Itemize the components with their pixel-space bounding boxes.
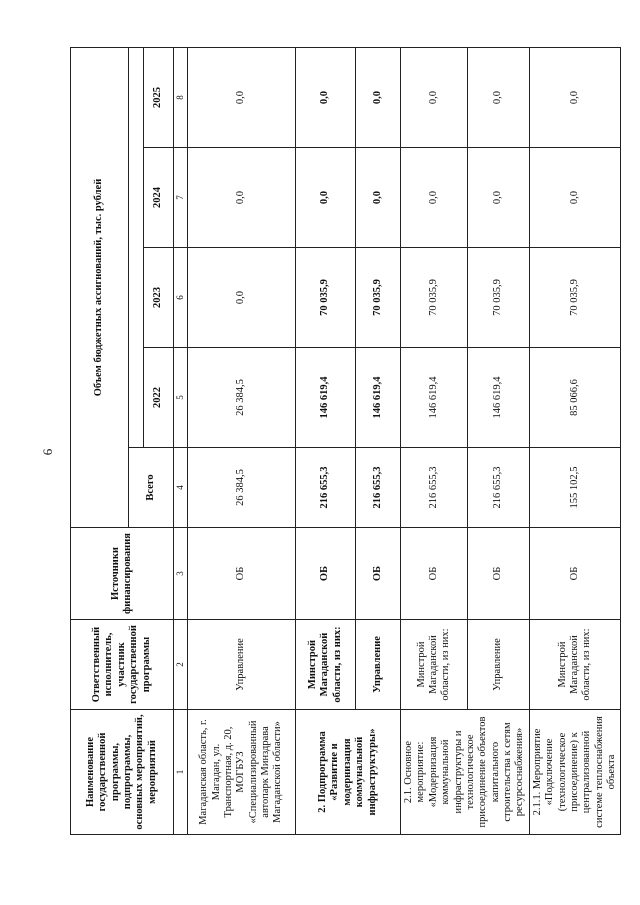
row-executor: Управление xyxy=(468,620,529,710)
index-row xyxy=(174,47,188,834)
row-executor: Минстрой Магаданской области, из них: xyxy=(296,620,356,710)
row-name: Магаданская область, г. Магадан, ул. Транспортная, д. 20, МОГБУЗ «Специализированный автопарк Минздрава Магаданской области» xyxy=(188,710,296,835)
row-y2022: 85 066,6 xyxy=(529,348,621,448)
index-cell: 5 xyxy=(174,348,188,448)
row-total: 216 655,3 xyxy=(401,448,468,528)
index-cell: 8 xyxy=(174,47,188,147)
row-y2023: 70 035,9 xyxy=(401,248,468,348)
table-row xyxy=(401,47,468,834)
row-source: ОБ xyxy=(401,528,468,620)
row-y2025: 0,0 xyxy=(401,47,468,147)
header-volume: Объем бюджетных ассигнований, тыс. рублей xyxy=(71,47,129,527)
row-source: ОБ xyxy=(188,528,296,620)
header-sources: Источники финансирования xyxy=(71,528,174,620)
row-y2023: 70 035,9 xyxy=(296,248,356,348)
index-cell: 4 xyxy=(174,448,188,528)
row-y2024: 0,0 xyxy=(401,148,468,248)
row-total: 216 655,3 xyxy=(356,448,401,528)
header-name: Наименование государственной программы, подпрограммы, основных мероприятий, мероприятий xyxy=(71,710,174,835)
page-number: 6 xyxy=(40,448,55,456)
index-cell: 7 xyxy=(174,148,188,248)
header-year: 2024 xyxy=(144,148,174,248)
row-source: ОБ xyxy=(529,528,621,620)
rotated-table-wrapper xyxy=(70,48,617,835)
header-row-1 xyxy=(71,47,129,834)
row-total: 216 655,3 xyxy=(468,448,529,528)
row-executor: Управление xyxy=(356,620,401,710)
row-y2022: 146 619,4 xyxy=(468,348,529,448)
row-source: ОБ xyxy=(296,528,356,620)
row-total: 155 102,5 xyxy=(529,448,621,528)
row-name: 2.1.1. Мероприятие «Подключение (технологическое присоединение) к централизованной системе теплоснабжения объекта xyxy=(529,710,621,835)
row-y2023: 70 035,9 xyxy=(356,248,401,348)
header-gap xyxy=(129,47,144,447)
row-y2025: 0,0 xyxy=(296,47,356,147)
index-cell: 2 xyxy=(174,620,188,710)
row-y2023: 70 035,9 xyxy=(529,248,621,348)
header-year: 2025 xyxy=(144,47,174,147)
row-y2025: 0,0 xyxy=(529,47,621,147)
index-cell: 6 xyxy=(174,248,188,348)
row-source: ОБ xyxy=(356,528,401,620)
header-total: Всего xyxy=(129,448,174,528)
row-total: 26 384,5 xyxy=(188,448,296,528)
row-name: 2.1. Основное мероприятие: «Модернизация коммунальной инфраструктуры и технологическое присоединение объектов капитального строительства к сетям ресурсоснабжения» xyxy=(401,710,530,835)
row-y2025: 0,0 xyxy=(188,47,296,147)
row-y2023: 70 035,9 xyxy=(468,248,529,348)
row-y2024: 0,0 xyxy=(356,148,401,248)
header-year: 2023 xyxy=(144,248,174,348)
row-name: 2. Подпрограмма «Развитие и модернизация коммунальной инфраструктуры» xyxy=(296,710,401,835)
row-y2024: 0,0 xyxy=(296,148,356,248)
row-y2025: 0,0 xyxy=(468,47,529,147)
row-executor: Минстрой Магаданской области, из них: xyxy=(529,620,621,710)
row-y2022: 146 619,4 xyxy=(401,348,468,448)
row-y2022: 26 384,5 xyxy=(188,348,296,448)
row-source: ОБ xyxy=(468,528,529,620)
row-y2023: 0,0 xyxy=(188,248,296,348)
table-row xyxy=(296,47,356,834)
row-y2024: 0,0 xyxy=(529,148,621,248)
row-y2024: 0,0 xyxy=(468,148,529,248)
row-executor: Минстрой Магаданской области, из них: xyxy=(401,620,468,710)
budget-table xyxy=(70,47,621,835)
row-y2022: 146 619,4 xyxy=(296,348,356,448)
row-y2022: 146 619,4 xyxy=(356,348,401,448)
table-row xyxy=(529,47,621,834)
row-y2025: 0,0 xyxy=(356,47,401,147)
index-cell: 3 xyxy=(174,528,188,620)
index-cell: 1 xyxy=(174,710,188,835)
header-year: 2022 xyxy=(144,348,174,448)
header-executor: Ответственный исполнитель, участник государственной программы xyxy=(71,620,174,710)
row-total: 216 655,3 xyxy=(296,448,356,528)
row-y2024: 0,0 xyxy=(188,148,296,248)
table-row xyxy=(188,47,296,834)
row-executor: Управление xyxy=(188,620,296,710)
